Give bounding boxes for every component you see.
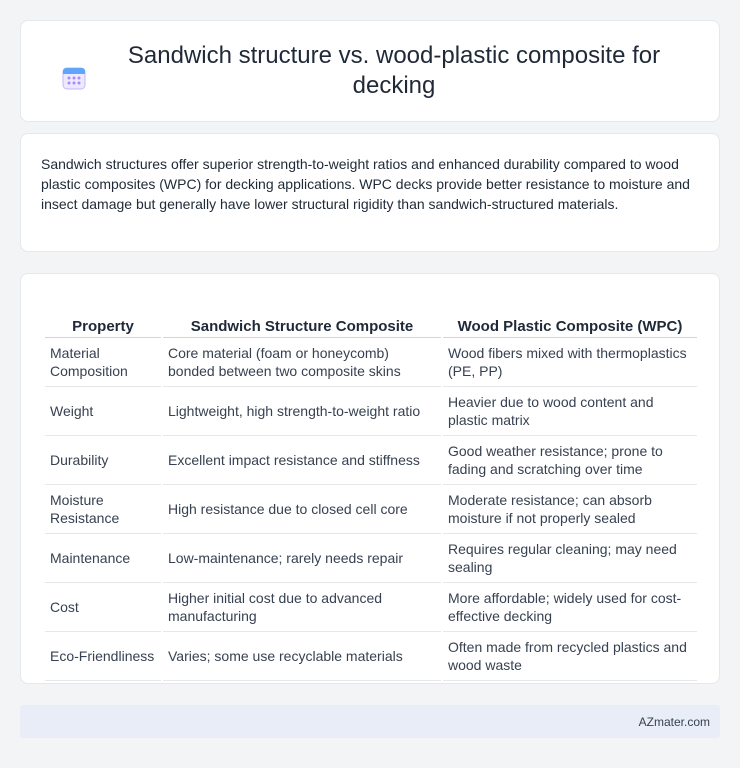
table-row bbox=[45, 534, 697, 583]
table-header-row bbox=[45, 294, 697, 338]
table-row bbox=[45, 485, 697, 534]
header-wpc: Wood Plastic Composite (WPC) bbox=[443, 294, 697, 338]
cell-wpc: Good weather resistance; prone to fading and scratching over time bbox=[443, 436, 697, 485]
cell-property: Weight bbox=[45, 387, 161, 436]
cell-sandwich: Low-maintenance; rarely needs repair bbox=[163, 534, 441, 583]
cell-property: Cost bbox=[45, 583, 161, 632]
cell-property: Maintenance bbox=[45, 534, 161, 583]
table-row bbox=[45, 583, 697, 632]
table-row bbox=[45, 338, 697, 387]
cell-sandwich: High resistance due to closed cell core bbox=[163, 485, 441, 534]
intro-paragraph: Sandwich structures offer superior strength-to-weight ratios and enhanced durability compared to wood plastic composites (WPC) for decking applications. WPC decks provide better resistance to moisture and insect damage but generally have lower structural rigidity than sandwich-structured materials. bbox=[41, 156, 690, 212]
footer-bar bbox=[20, 705, 720, 738]
footer-brand: AZmater.com bbox=[638, 714, 710, 729]
table-row bbox=[45, 436, 697, 485]
comparison-table bbox=[43, 294, 699, 681]
cell-wpc: Moderate resistance; can absorb moisture if not properly sealed bbox=[443, 485, 697, 534]
cell-sandwich: Higher initial cost due to advanced manufacturing bbox=[163, 583, 441, 632]
cell-property: Durability bbox=[45, 436, 161, 485]
table-row bbox=[45, 387, 697, 436]
table-row bbox=[45, 632, 697, 681]
cell-sandwich: Core material (foam or honeycomb) bonded between two composite skins bbox=[163, 338, 441, 387]
intro-card bbox=[20, 133, 720, 252]
cell-sandwich: Lightweight, high strength-to-weight ratio bbox=[163, 387, 441, 436]
title-card bbox=[20, 20, 720, 122]
cell-property: Material Composition bbox=[45, 338, 161, 387]
page-title: Sandwich structure vs. wood-plastic composite for decking bbox=[127, 42, 661, 99]
cell-property: Eco-Friendliness bbox=[45, 632, 161, 681]
cell-sandwich: Excellent impact resistance and stiffness bbox=[163, 436, 441, 485]
cell-wpc: Wood fibers mixed with thermoplastics (PE, PP) bbox=[443, 338, 697, 387]
cell-property: Moisture Resistance bbox=[45, 485, 161, 534]
calendar-icon bbox=[61, 65, 87, 91]
cell-wpc: Requires regular cleaning; may need sealing bbox=[443, 534, 697, 583]
cell-wpc: Often made from recycled plastics and wood waste bbox=[443, 632, 697, 681]
cell-sandwich: Varies; some use recyclable materials bbox=[163, 632, 441, 681]
cell-wpc: Heavier due to wood content and plastic matrix bbox=[443, 387, 697, 436]
header-sandwich: Sandwich Structure Composite bbox=[163, 294, 441, 338]
cell-wpc: More affordable; widely used for cost-effective decking bbox=[443, 583, 697, 632]
title-wrap bbox=[60, 41, 680, 101]
header-property: Property bbox=[45, 294, 161, 338]
comparison-card bbox=[20, 273, 720, 684]
